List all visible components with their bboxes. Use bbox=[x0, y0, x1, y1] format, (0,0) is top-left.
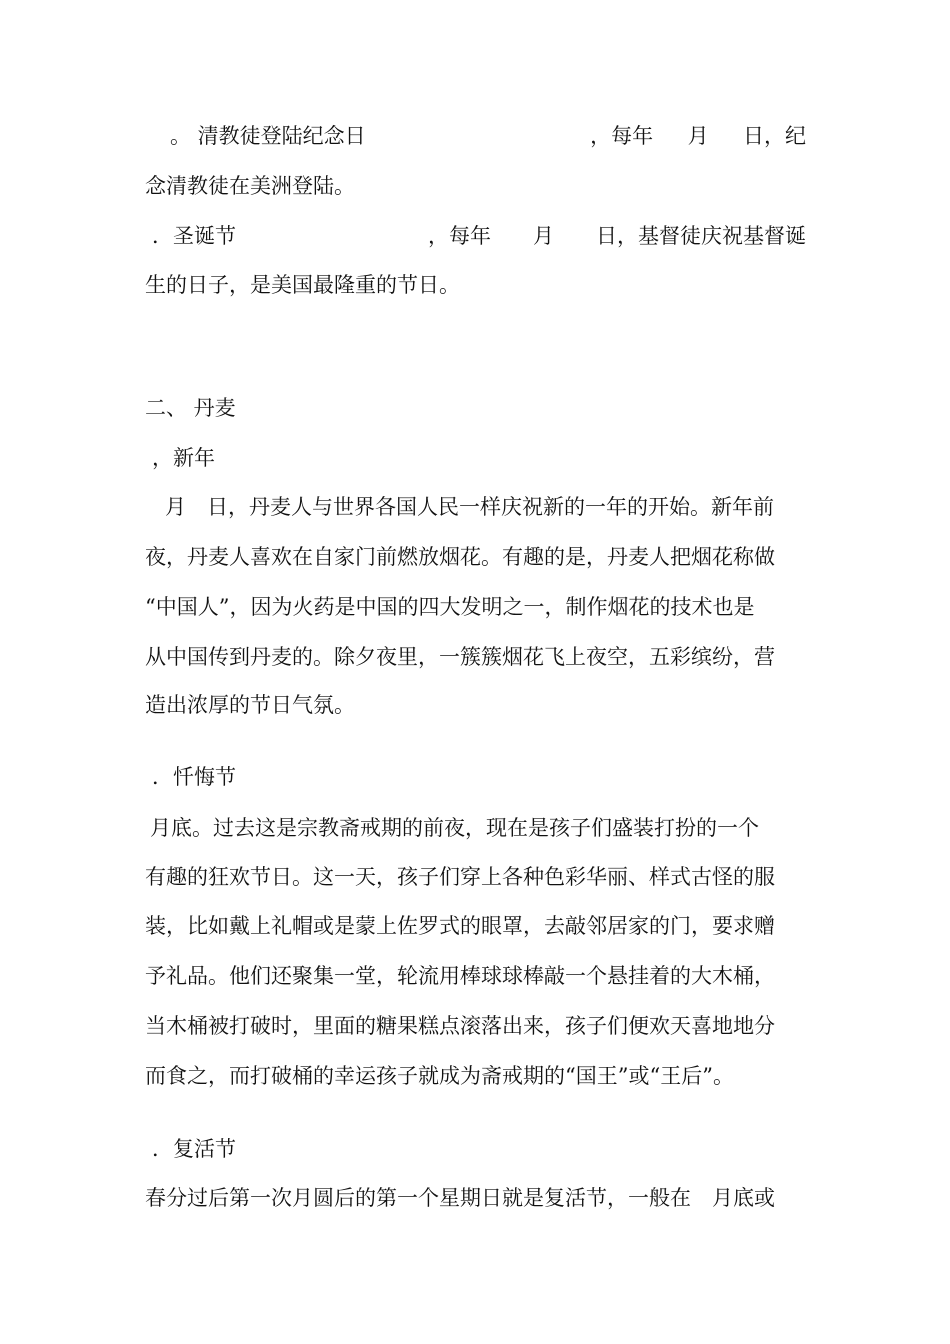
repentance-line-1: 月底。过去这是宗教斋戒期的前夜，现在是孩子们盛装打扮的一个 bbox=[150, 816, 759, 840]
new-year-line-2: 夜，丹麦人喜欢在自家门前燃放烟花。有趣的是，丹麦人把烟花称做 bbox=[145, 545, 775, 569]
repentance-line-4: 予礼品。他们还聚集一堂，轮流用棒球球棒敲一个悬挂着的大木桶， bbox=[145, 964, 775, 988]
easter-line-1: 春分过后第一次月圆后的第一个星期日就是复活节，一般在 月底或 bbox=[145, 1186, 775, 1210]
new-year-line-1: 月 日，丹麦人与世界各国人民一样庆祝新的一年的开始。新年前 bbox=[165, 495, 774, 519]
pilgrims-day-every-year: ，每年 bbox=[590, 124, 654, 148]
pilgrims-day-day: 日，纪 bbox=[743, 124, 806, 148]
pilgrims-day-line-1 bbox=[170, 121, 806, 151]
pilgrims-day-title: 。 清教徒登陆纪念日 bbox=[170, 124, 366, 148]
section-heading-denmark: 二、 丹麦 bbox=[145, 396, 236, 420]
repentance-line-2: 有趣的狂欢节日。这一天，孩子们穿上各种色彩华丽、样式古怪的服 bbox=[145, 865, 775, 889]
new-year-title: ，新年 bbox=[152, 446, 215, 470]
christmas-month: 月 bbox=[533, 224, 554, 248]
christmas-every-year: ，每年 bbox=[428, 224, 491, 248]
christmas-line-1 bbox=[152, 221, 806, 251]
repentance-line-6: 而食之，而打破桶的幸运孩子就成为斋戒期的“国王”或“王后”。 bbox=[145, 1064, 734, 1088]
repentance-line-3: 装，比如戴上礼帽或是蒙上佐罗式的眼罩，去敲邻居家的门，要求赠 bbox=[145, 914, 775, 938]
christmas-day: 日，基督徒庆祝基督诞 bbox=[596, 224, 806, 248]
new-year-line-4: 从中国传到丹麦的。除夕夜里，一簇簇烟花飞上夜空，五彩缤纷，营 bbox=[145, 645, 775, 669]
easter-title: ．复活节 bbox=[152, 1137, 236, 1161]
repentance-title: ．忏悔节 bbox=[152, 765, 236, 789]
new-year-line-5: 造出浓厚的节日气氛。 bbox=[145, 693, 355, 717]
christmas-title: ．圣诞节 bbox=[152, 224, 236, 248]
christmas-line-2: 生的日子，是美国最隆重的节日。 bbox=[145, 273, 460, 297]
repentance-line-5: 当木桶被打破时，里面的糖果糕点滚落出来，孩子们便欢天喜地地分 bbox=[145, 1014, 775, 1038]
pilgrims-day-line-2: 念清教徒在美洲登陆。 bbox=[145, 174, 355, 198]
pilgrims-day-month: 月 bbox=[687, 124, 709, 148]
new-year-line-3: “中国人”，因为火药是中国的四大发明之一，制作烟花的技术也是 bbox=[145, 595, 755, 619]
